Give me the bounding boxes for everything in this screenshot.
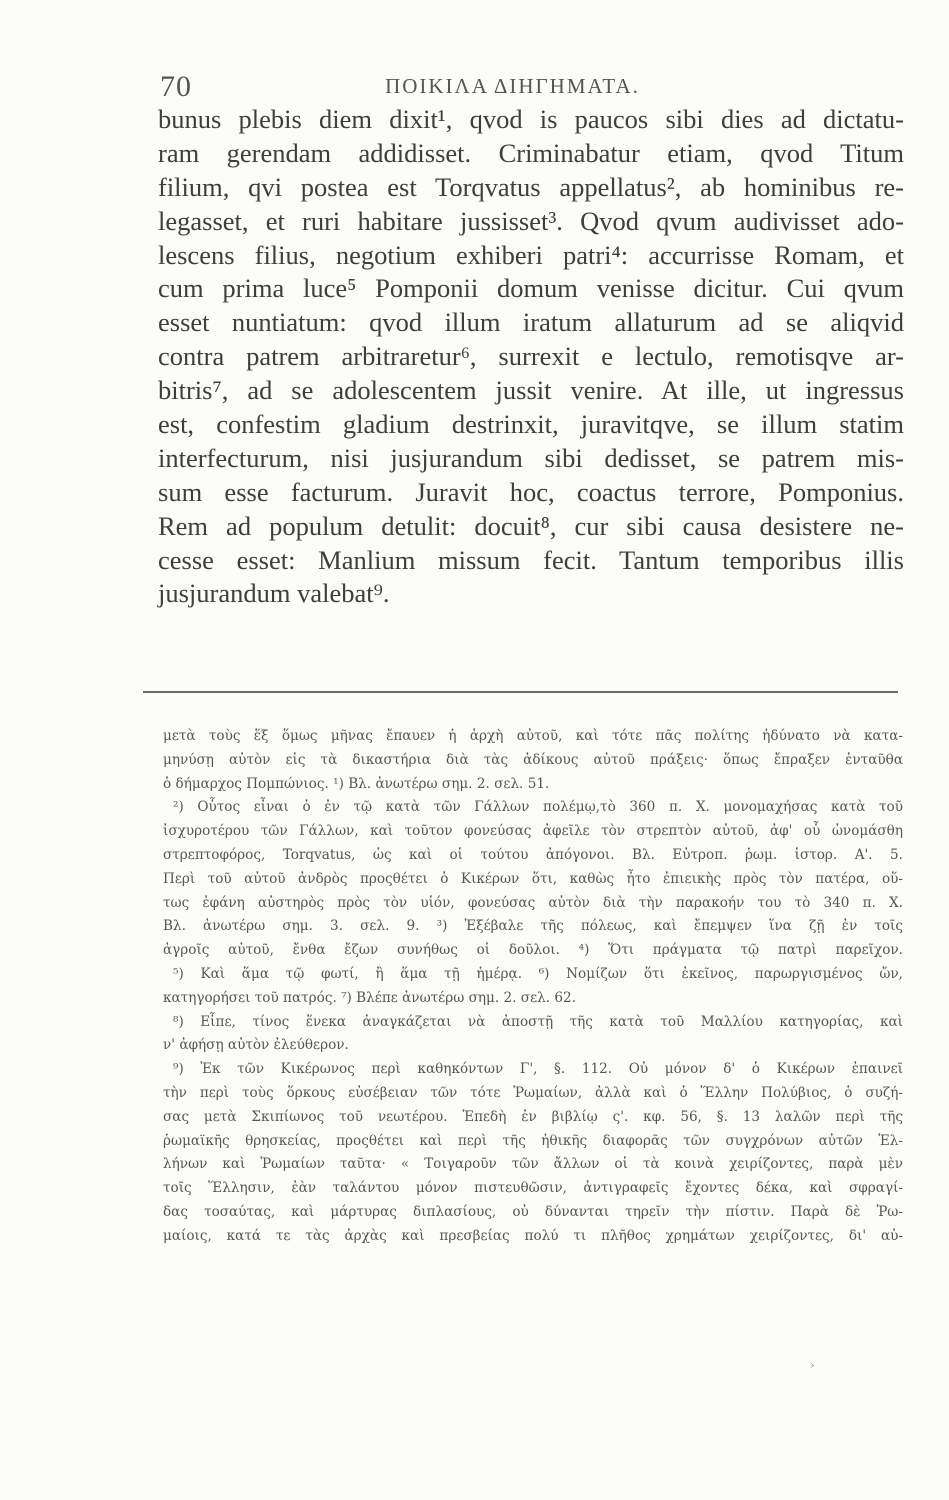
main-text-line: lescens filius, negotium exhiberi patri⁴: accurrisse Romam, et [158, 239, 904, 270]
main-text-line: bunus plebis diem dixit¹, qvod is paucos sibi dies ad dictatu- [158, 104, 904, 134]
footnote-line: ⁵) Καὶ ἅμα τῷ φωτί, ἢ ἅμα τῇ ἡμέρᾳ. ⁶) Νομίζων ὅτι ἐκεῖνος, παρωργισμένος ὤν, [173, 965, 903, 982]
main-text-line: sum esse facturum. Juravit hoc, coactus terrore, Pomponius. [158, 476, 904, 507]
footnote-line: μετὰ τοὺς ἕξ ὅμως μῆνας ἔπαυεν ἡ ἀρχὴ αὐτοῦ, καὶ τότε πᾶς πολίτης ἠδύνατο νὰ κατα- [163, 728, 903, 744]
footnote-line: ⁸) Εἶπε, τίνος ἕνεκα ἀναγκάζεται νὰ ἀποστῇ τῆς κατὰ τοῦ Μαλλίου κατηγορίας, καὶ [173, 1013, 903, 1030]
footnote-line: Βλ. ἀνωτέρω σημ. 3. σελ. 9. ³) Ἐξέβαλε τῆς πόλεως, καὶ ἔπεμψεν ἵνα ζῇ ἐν τοῖς [163, 918, 903, 935]
main-text-line: bitris⁷, ad se adolescentem jussit venire. At ille, ut ingressus [158, 375, 904, 406]
footnote-line: δας τοσαύτας, καὶ μάρτυρας διπλασίους, οὐ δύνανται τηρεῖν τὴν πίστιν. Παρὰ δὲ Ῥω- [163, 1203, 903, 1220]
footnote-line: ὁ δήμαρχος Πομπώνιος. ¹) Βλ. ἀνωτέρω σημ. 2. σελ. 51. [163, 775, 550, 792]
footnote-line: σας μετὰ Σκιπίωνος τοῦ νεωτέρου. Ἐπεδὴ ἐν βιβλίῳ ς'. κφ. 56, §. 13 λαλῶν περὶ τῆς [163, 1108, 903, 1125]
footnote-line: ⁹) Ἐκ τῶν Κικέρωνος περὶ καθηκόντων Γ', §. 112. Οὐ μόνον δ' ὁ Κικέρων ἐπαινεῖ [173, 1061, 903, 1078]
footnote-line: τοῖς Ἕλλησιν, ἐὰν ταλάντου μόνον πιστευθῶσιν, ἀντιγραφεῖς ἔχοντες δέκα, καὶ σφραγί- [163, 1180, 903, 1197]
footnote-divider [143, 691, 898, 693]
footnote-line: στρεπτοφόρος, Torqvatus, ὡς καὶ οἱ τούτου ἀπόγονοι. Βλ. Εὐτροπ. ῥωμ. ἱστορ. Α'. 5. [163, 846, 903, 863]
printer-mark: › [810, 1358, 815, 1372]
main-text-line: legasset, et ruri habitare jussisset³. Qvod qvum audivisset ado- [158, 205, 904, 236]
main-text-line: esset nuntiatum: qvod illum iratum allaturum ad se aliqvid [158, 307, 904, 338]
footnote-line: ἰσχυροτέρου τῶν Γάλλων, καὶ τοῦτον φονεύσας ἀφεῖλε τὸν στρεπτὸν αὐτοῦ, ἀφ' οὗ ὠνομάσθη [163, 823, 903, 840]
footnote-line: ν' ἀφήσῃ αὐτὸν ἐλεύθερον. [163, 1037, 349, 1054]
main-text-line: Rem ad populum detulit: docuit⁸, cur sibi causa desistere ne- [158, 510, 904, 541]
footnote-line: τὴν περὶ τοὺς ὅρκους εὐσέβειαν τῶν τότε Ῥωμαίων, ἀλλὰ καὶ ὁ Ἕλλην Πολύβιος, ὁ συζή- [163, 1084, 903, 1101]
main-latin-text [158, 103, 904, 611]
main-text-line: interfecturum, nisi jusjurandum sibi dedisset, se patrem mis- [158, 442, 904, 473]
main-text-line: ram gerendam addidisset. Criminabatur etiam, qvod Titum [158, 137, 904, 168]
footnote-line: Περὶ τοῦ αὐτοῦ ἀνδρὸς προςθέτει ὁ Κικέρων ὅτι, καθὼς ἦτο ἐπιεικὴς πρὸς τὸν πατέρα, οὕ- [163, 870, 903, 887]
footnote-line: ²) Οὗτος εἶναι ὁ ἐν τῷ κατὰ τῶν Γάλλων πολέμῳ,τὸ 360 π. Χ. μονομαχήσας κατὰ τοῦ [173, 799, 903, 816]
footnote-line: ῥωμαϊκῆς θρησκείας, προςθέτει καὶ περὶ τῆς ἠθικῆς διαφορᾶς τῶν συγχρόνων αὐτῶν Ἑλ- [163, 1132, 903, 1149]
footnote-line: λήνων καὶ Ῥωμαίων ταῦτα· « Τοιγαροῦν τῶν ἄλλων οἱ τὰ κοινὰ χειρίζοντες, παρὰ μὲν [163, 1156, 903, 1173]
running-title: ΠΟΙΚΙΛΑ ΔΙΗΓΗΜΑΤΑ. [385, 74, 640, 98]
main-text-line: cum prima luce⁵ Pomponii domum venisse dicitur. Cui qvum [158, 273, 904, 304]
footnote-line: τως ἐφάνη αὐστηρὸς πρὸς τὸν υἱόν, φονεύσας αὐτὸν διὰ τὴν παρακοήν του τὸ 340 π. Χ. [163, 894, 903, 911]
footnote-line: μηνύσῃ αὐτὸν εἰς τὰ δικαστήρια διὰ τὰς ἀδίκους αὐτοῦ πράξεις· ὅπως ἔπραξεν ἐνταῦθα [163, 751, 903, 768]
footnote-line: ἀγροῖς αὐτοῦ, ἔνθα ἔζων συνήθως οἱ δοῦλοι. ⁴) Ὅτι πράγματα τῷ πατρὶ παρεῖχον. [163, 942, 903, 959]
main-text-line: jusjurandum valebat⁹. [158, 578, 390, 609]
main-text-line: est, confestim gladium destrinxit, juravitqve, se illum statim [158, 409, 904, 440]
greek-footnotes [163, 725, 903, 1249]
page-number: 70 [160, 70, 192, 103]
main-text-line: cesse esset: Manlium missum fecit. Tantum temporibus illis [158, 544, 904, 575]
main-text-line: filium, qvi postea est Torqvatus appellatus², ab hominibus re- [158, 171, 904, 202]
main-text-line: contra patrem arbitraretur⁶, surrexit e lectulo, remotisqve ar- [158, 341, 904, 372]
footnote-line: κατηγορήσει τοῦ πατρός. ⁷) Βλέπε ἀνωτέρω σημ. 2. σελ. 62. [163, 989, 577, 1006]
footnote-line: μαίοις, κατά τε τὰς ἀρχὰς καὶ πρεσβείας πολύ τι πλῆθος χρημάτων χειρίζοντες, δι' αὐ- [163, 1227, 903, 1244]
